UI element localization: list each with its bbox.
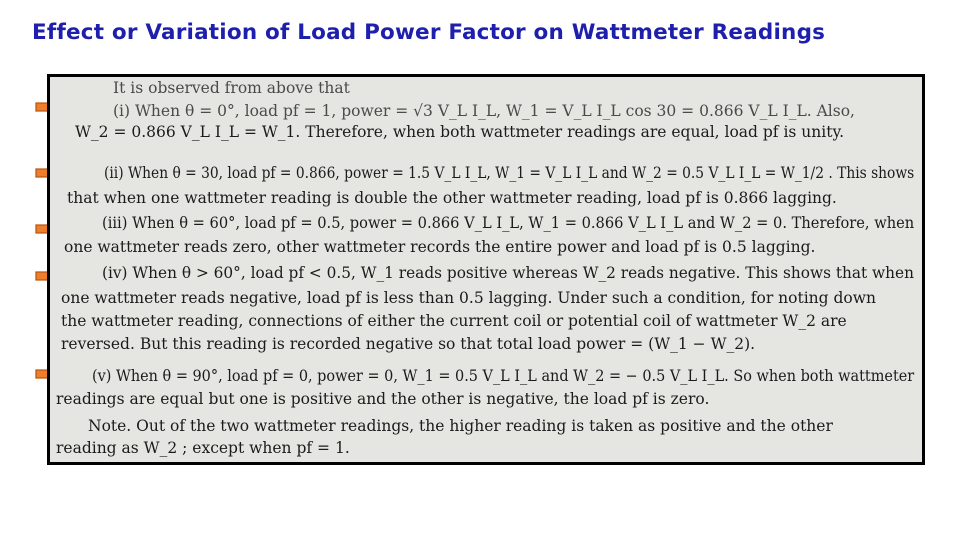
scanned-text-image — [47, 74, 925, 465]
slide-title: Effect or Variation of Load Power Factor on Wattmeter Readings — [32, 20, 826, 45]
text-line: It is observed from above that — [113, 79, 350, 97]
text-line: (ii) When θ = 30, load pf = 0.866, power = 1.5 V_L I_L, W_1 = V_L I_L and W_2 = 0.5 V_L I_L = W_1/2 . This shows — [104, 164, 915, 182]
text-line: (v) When θ = 90°, load pf = 0, power = 0, W_1 = 0.5 V_L I_L and W_2 = − 0.5 V_L I_L. So when both wattmeter — [92, 367, 915, 385]
text-line: the wattmeter reading, connections of either the current coil or potential coil of wattmeter W_2 are — [61, 312, 847, 330]
text-line: one wattmeter reads negative, load pf is less than 0.5 lagging. Under such a condition, for noting down — [61, 289, 877, 307]
text-line: W_2 = 0.866 V_L I_L = W_1. Therefore, when both wattmeter readings are equal, load pf is unity. — [75, 123, 845, 141]
text-line: reversed. But this reading is recorded negative so that total load power = (W_1 − W_2). — [61, 335, 756, 353]
text-line: (iii) When θ = 60°, load pf = 0.5, power = 0.866 V_L I_L, W_1 = 0.866 V_L I_L and W_2 = 0. Therefore, when — [102, 214, 915, 232]
text-line: reading as W_2 ; except when pf = 1. — [56, 439, 350, 457]
text-line: one wattmeter reads zero, other wattmeter records the entire power and load pf is 0.5 lagging. — [64, 238, 816, 256]
text-line: that when one wattmeter reading is double the other wattmeter reading, load pf is 0.866 lagging. — [67, 189, 837, 207]
text-line: (i) When θ = 0°, load pf = 1, power = √3 V_L I_L, W_1 = V_L I_L cos 30 = 0.866 V_L I_L. Also, — [113, 102, 855, 120]
text-line: readings are equal but one is positive and the other is negative, the load pf is zero. — [56, 390, 710, 408]
text-line: (iv) When θ > 60°, load pf < 0.5, W_1 reads positive whereas W_2 reads negative. This shows that when — [102, 264, 914, 282]
text-line: Note. Out of the two wattmeter readings, the higher reading is taken as positive and the other — [88, 417, 833, 435]
